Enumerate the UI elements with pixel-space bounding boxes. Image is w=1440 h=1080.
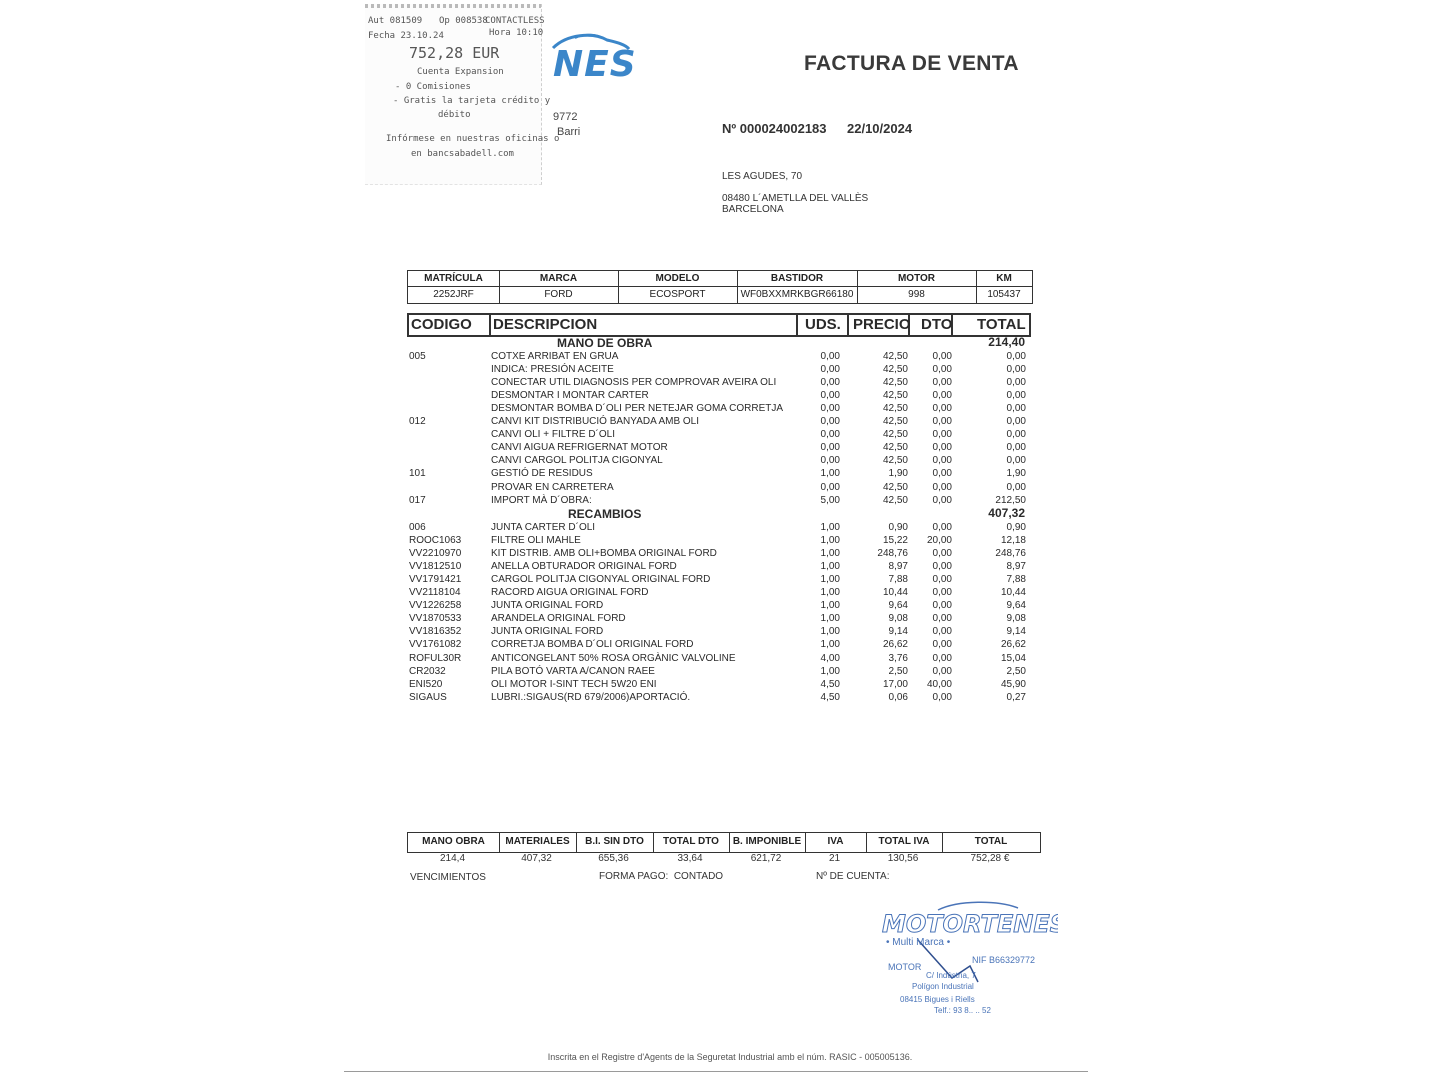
- vehicle-header: MARCA: [539, 273, 578, 284]
- item-description: CANVI AIGUA REFRIGERNAT MOTOR: [491, 442, 668, 454]
- item-discount: 20,00: [926, 535, 952, 547]
- item-price: 42,50: [882, 377, 908, 389]
- item-discount: 0,00: [932, 587, 952, 599]
- stamp-nif: NIF B66329772: [972, 955, 1036, 965]
- item-discount: 0,00: [932, 665, 952, 677]
- vehicle-brand: FORD: [544, 289, 573, 300]
- receipt-line: - 0 Comisiones: [395, 82, 471, 92]
- item-description: DESMONTAR BOMBA D´OLI PER NETEJAR GOMA CORRETJA: [491, 403, 784, 415]
- totals-materials-value: 407,32: [521, 853, 552, 864]
- item-discount: 0,00: [932, 351, 952, 362]
- vehicle-plate: 2252JRF: [433, 289, 474, 300]
- item-total: 0,00: [1006, 416, 1026, 428]
- item-units: 1,00: [820, 626, 840, 638]
- item-discount: 0,00: [932, 416, 952, 428]
- company-logo-text: NES: [553, 44, 637, 85]
- item-units: 1,00: [820, 665, 840, 677]
- item-units: 0,00: [820, 351, 840, 362]
- item-units: 4,50: [820, 678, 840, 690]
- item-description: PILA BOTÓ VARTA A/CANON RAEE: [491, 665, 655, 677]
- item-description: GESTIÓ DE RESIDUS: [491, 468, 593, 480]
- item-price: 42,50: [882, 416, 908, 428]
- table-row: [0, 600, 1440, 613]
- stamp-line: C/ Indústria, 7: [926, 971, 976, 980]
- totals-header: B.I. SIN DTO: [585, 836, 644, 847]
- totals-grand-total-value: 752,28 €: [970, 853, 1010, 864]
- item-total: 0,00: [1006, 481, 1026, 493]
- item-price: 42,50: [882, 390, 908, 402]
- item-total: 15,04: [1000, 652, 1026, 664]
- stamp-subtitle: • Multi Marca •: [886, 937, 951, 948]
- item-discount: 0,00: [932, 481, 952, 493]
- item-discount: 0,00: [932, 364, 952, 376]
- item-discount: 0,00: [932, 652, 952, 664]
- item-code: 017: [409, 494, 426, 506]
- item-units: 1,00: [820, 468, 840, 480]
- company-address-fragment: 9772: [553, 111, 578, 123]
- column-header-price: PRECIO: [853, 316, 911, 333]
- invoice-date: 22/10/2024: [847, 121, 913, 136]
- item-discount: 0,00: [932, 403, 952, 415]
- item-description: RACORD AIGUA ORIGINAL FORD: [491, 587, 649, 599]
- receipt-line: en bancsabadell.com: [411, 149, 514, 159]
- item-price: 42,50: [882, 364, 908, 376]
- vehicle-km: 105437: [987, 289, 1021, 300]
- item-description: JUNTA ORIGINAL FORD: [491, 600, 604, 612]
- table-row: [0, 455, 1440, 468]
- table-row: [0, 692, 1440, 705]
- item-discount: 0,00: [932, 468, 952, 480]
- item-discount: 0,00: [932, 613, 952, 625]
- item-total: 9,64: [1006, 600, 1026, 612]
- item-units: 0,00: [820, 403, 840, 415]
- totals-labour-value: 214,4: [439, 853, 466, 864]
- table-row: [0, 626, 1440, 639]
- section-title-labour: MANO DE OBRA: [557, 336, 653, 350]
- item-price: 9,14: [888, 626, 908, 638]
- item-units: 0,00: [820, 429, 840, 441]
- customer-city: 08480 L´AMETLLA DEL VALLÈS: [722, 193, 869, 204]
- item-units: 5,00: [820, 494, 840, 506]
- section-total-parts: 407,32: [988, 506, 1025, 520]
- account-number-label: Nº DE CUENTA:: [816, 871, 890, 882]
- item-price: 17,00: [882, 678, 908, 690]
- item-discount: 0,00: [932, 639, 952, 651]
- item-units: 0,00: [820, 364, 840, 376]
- item-description: JUNTA ORIGINAL FORD: [491, 626, 604, 638]
- item-description: CANVI OLI + FILTRE D´OLI: [491, 429, 616, 441]
- item-total: 0,27: [1006, 691, 1026, 703]
- receipt-date: Fecha 23.10.24: [368, 31, 444, 41]
- item-code: ROOC1063: [409, 535, 462, 547]
- item-price: 42,50: [882, 442, 908, 454]
- column-header-total: TOTAL: [977, 316, 1026, 333]
- item-price: 26,62: [882, 639, 908, 651]
- items-table-header: [407, 313, 1031, 337]
- totals-discount-value: 33,64: [677, 853, 703, 864]
- table-row: [0, 613, 1440, 626]
- item-price: 8,97: [888, 561, 908, 573]
- item-code: 005: [409, 351, 426, 362]
- totals-vat-amount-value: 130,56: [887, 853, 919, 864]
- item-description: DESMONTAR I MONTAR CARTER: [491, 390, 649, 402]
- item-discount: 0,00: [932, 691, 952, 703]
- item-discount: 0,00: [932, 626, 952, 638]
- item-description: CORRETJA BOMBA D´OLI ORIGINAL FORD: [491, 639, 694, 651]
- vehicle-model: ECOSPORT: [649, 289, 706, 300]
- item-price: 42,50: [882, 351, 908, 362]
- document-title: FACTURA DE VENTA: [804, 52, 1019, 75]
- item-code: VV2210970: [409, 548, 462, 560]
- receipt-mode: CONTACTLESS: [485, 16, 545, 26]
- table-row: [0, 548, 1440, 561]
- item-total: 1,90: [1006, 468, 1026, 480]
- table-row: [0, 666, 1440, 679]
- item-total: 0,00: [1006, 351, 1026, 362]
- item-total: 0,90: [1006, 522, 1026, 533]
- totals-header: TOTAL DTO: [663, 836, 719, 847]
- item-units: 0,00: [820, 390, 840, 402]
- table-row: [0, 429, 1440, 442]
- item-units: 4,50: [820, 691, 840, 703]
- totals-base-no-discount-value: 655,36: [598, 853, 629, 864]
- item-price: 2,50: [888, 665, 908, 677]
- item-description: CANVI CARGOL POLITJA CIGONYAL: [491, 455, 663, 467]
- item-price: 42,50: [882, 455, 908, 467]
- item-discount: 0,00: [932, 600, 952, 612]
- totals-header: MANO OBRA: [422, 836, 485, 847]
- item-units: 1,00: [820, 587, 840, 599]
- stamp-name: MOTORTENES: [882, 910, 1058, 938]
- table-row: [0, 403, 1440, 416]
- item-code: VV1812510: [409, 561, 462, 573]
- item-discount: 0,00: [932, 561, 952, 573]
- item-code: 006: [409, 522, 426, 533]
- item-description: CARGOL POLITJA CIGONYAL ORIGINAL FORD: [491, 574, 711, 586]
- table-row: [0, 377, 1440, 390]
- item-total: 212,50: [995, 494, 1026, 506]
- item-description: ARANDELA ORIGINAL FORD: [491, 613, 626, 625]
- stamp-line: 08415 Bigues i Riells: [900, 995, 975, 1004]
- item-total: 7,88: [1006, 574, 1026, 586]
- item-total: 0,00: [1006, 364, 1026, 376]
- item-code: VV1226258: [409, 600, 462, 612]
- customer-street: LES AGUDES, 70: [722, 171, 803, 182]
- item-description: ANTICONGELANT 50% ROSA ORGÀNIC VALVOLINE: [491, 652, 736, 664]
- vehicle-header: MODELO: [655, 273, 700, 284]
- table-row: [0, 482, 1440, 495]
- item-total: 8,97: [1006, 561, 1026, 573]
- table-row: [0, 679, 1440, 692]
- item-description: OLI MOTOR I-SINT TECH 5W20 ENI: [491, 678, 657, 690]
- item-units: 0,00: [820, 377, 840, 389]
- item-price: 0,06: [888, 691, 908, 703]
- vehicle-header: BASTIDOR: [770, 273, 824, 284]
- item-total: 26,62: [1000, 639, 1026, 651]
- totals-header: MATERIALES: [505, 836, 570, 847]
- item-discount: 0,00: [932, 574, 952, 586]
- column-header-discount: DTO: [921, 316, 953, 333]
- item-code: 012: [409, 416, 426, 428]
- receipt-line: Cuenta Expansion: [417, 67, 504, 77]
- item-total: 248,76: [995, 548, 1026, 560]
- item-price: 15,22: [882, 535, 908, 547]
- table-row: [0, 561, 1440, 574]
- vehicle-table: [407, 270, 1033, 304]
- item-price: 0,90: [888, 522, 908, 533]
- item-units: 0,00: [820, 442, 840, 454]
- item-discount: 0,00: [932, 548, 952, 560]
- item-description: JUNTA CARTER D´OLI: [491, 522, 596, 533]
- item-units: 1,00: [820, 574, 840, 586]
- item-total: 12,18: [1000, 535, 1026, 547]
- item-code: ROFUL30R: [409, 652, 462, 664]
- totals-header: TOTAL: [974, 836, 1008, 847]
- item-discount: 0,00: [932, 390, 952, 402]
- item-price: 42,50: [882, 481, 908, 493]
- receipt-time: Hora 10:10: [489, 28, 544, 38]
- table-row: [0, 390, 1440, 403]
- item-units: 1,00: [820, 613, 840, 625]
- item-code: CR2032: [409, 665, 446, 677]
- table-row: [0, 574, 1440, 587]
- table-row: [0, 468, 1440, 481]
- item-units: 1,00: [820, 639, 840, 651]
- item-code: VV2118104: [409, 587, 461, 599]
- item-discount: 0,00: [932, 442, 952, 454]
- item-total: 2,50: [1006, 665, 1026, 677]
- payment-method: FORMA PAGO: CONTADO: [599, 871, 724, 882]
- table-row: [0, 522, 1440, 535]
- vehicle-header: KM: [996, 273, 1012, 284]
- item-description: ANELLA OBTURADOR ORIGINAL FORD: [491, 561, 677, 573]
- item-price: 248,76: [877, 548, 908, 560]
- table-row: [0, 442, 1440, 455]
- totals-header: TOTAL IVA: [878, 836, 930, 847]
- item-price: 10,44: [882, 587, 908, 599]
- item-price: 9,08: [888, 613, 908, 625]
- item-code: VV1870533: [409, 613, 462, 625]
- item-units: 1,00: [820, 600, 840, 612]
- payment-receipt: [365, 4, 560, 185]
- item-total: 9,08: [1006, 613, 1026, 625]
- company-stamp: [878, 896, 1058, 1020]
- item-price: 1,90: [888, 468, 908, 480]
- item-code: VV1816352: [409, 626, 462, 638]
- totals-taxable-base-value: 621,72: [750, 853, 782, 864]
- item-discount: 40,00: [926, 678, 952, 690]
- table-row: [0, 364, 1440, 377]
- table-row: [0, 639, 1440, 652]
- page-bottom-rule: [344, 1071, 1088, 1072]
- table-row: [0, 495, 1440, 508]
- item-units: 1,00: [820, 548, 840, 560]
- item-total: 10,44: [1000, 587, 1026, 599]
- vehicle-header: MATRÍCULA: [424, 273, 483, 284]
- item-description: CANVI KIT DISTRIBUCIÓ BANYADA AMB OLI: [491, 416, 700, 428]
- item-units: 1,00: [820, 522, 840, 533]
- company-address-fragment: Barri: [557, 126, 581, 138]
- receipt-op: Op 008538: [439, 16, 488, 26]
- item-units: 0,00: [820, 481, 840, 493]
- item-total: 0,00: [1006, 403, 1026, 415]
- item-total: 0,00: [1006, 455, 1026, 467]
- registry-notice: Inscrita en el Registre d'Agents de la Seguretat Industrial amb el núm. RASIC - 005005136.: [547, 1052, 913, 1062]
- item-price: 9,64: [888, 600, 908, 612]
- section-title-parts: RECAMBIOS: [568, 507, 642, 521]
- column-header-description: DESCRIPCION: [493, 316, 598, 333]
- item-code: SIGAUS: [409, 691, 447, 703]
- customer-province: BARCELONA: [722, 204, 784, 215]
- invoice-number: Nº 000024002183: [722, 121, 827, 136]
- item-units: 0,00: [820, 416, 840, 428]
- totals-table: [407, 832, 1041, 853]
- stamp-line: MOTOR: [888, 962, 922, 972]
- vehicle-header: MOTOR: [897, 273, 936, 284]
- receipt-auth: Aut 081509: [368, 16, 423, 26]
- stamp-line: Polígon Industrial: [912, 982, 974, 991]
- item-code: VV1761082: [409, 639, 462, 651]
- table-row: [0, 351, 1440, 364]
- totals-header: B. IMPONIBLE: [732, 836, 802, 847]
- item-units: 1,00: [820, 561, 840, 573]
- column-header-code: CODIGO: [411, 316, 472, 333]
- item-code: ENI520: [409, 678, 443, 690]
- item-price: 3,76: [888, 652, 908, 664]
- item-description: COTXE ARRIBAT EN GRUA: [491, 351, 619, 362]
- receipt-amount: 752,28 EUR: [409, 44, 500, 62]
- receipt-line: - Gratis la tarjeta crédito y: [393, 96, 551, 106]
- item-code: 101: [409, 468, 426, 480]
- totals-header: IVA: [827, 836, 844, 847]
- item-discount: 0,00: [932, 522, 952, 533]
- item-total: 0,00: [1006, 377, 1026, 389]
- vehicle-vin: WF0BXXMRKBGR66180: [740, 289, 854, 300]
- item-discount: 0,00: [932, 377, 952, 389]
- item-discount: 0,00: [932, 494, 952, 506]
- item-price: 42,50: [882, 403, 908, 415]
- column-header-units: UDS.: [805, 316, 841, 333]
- item-description: KIT DISTRIB. AMB OLI+BOMBA ORIGINAL FORD: [491, 548, 717, 560]
- table-row: [0, 416, 1440, 429]
- item-units: 1,00: [820, 535, 840, 547]
- receipt-line: Infórmese en nuestras oficinas o: [386, 134, 560, 144]
- item-description: INDICA: PRESIÓN ACEITE: [491, 364, 614, 376]
- item-description: PROVAR EN CARRETERA: [491, 481, 614, 493]
- table-row: [0, 535, 1440, 548]
- item-price: 42,50: [882, 429, 908, 441]
- item-discount: 0,00: [932, 429, 952, 441]
- item-description: CONECTAR UTIL DIAGNOSIS PER COMPROVAR AVEIRA OLI: [491, 377, 777, 389]
- due-dates-label: VENCIMIENTOS: [410, 872, 486, 883]
- item-total: 45,90: [1000, 678, 1026, 690]
- item-total: 0,00: [1006, 390, 1026, 402]
- item-discount: 0,00: [932, 455, 952, 467]
- receipt-torn-edge: [365, 4, 541, 8]
- table-row: [0, 587, 1440, 600]
- item-total: 9,14: [1006, 626, 1026, 638]
- stamp-line: Telf.: 93 8.. .. 52: [934, 1006, 991, 1015]
- item-code: VV1791421: [409, 574, 462, 586]
- table-row: [0, 653, 1440, 666]
- receipt-line: débito: [438, 110, 471, 120]
- item-total: 0,00: [1006, 442, 1026, 454]
- item-total: 0,00: [1006, 429, 1026, 441]
- totals-vat-rate-value: 21: [828, 853, 841, 864]
- item-description: LUBRI.:SIGAUS(RD 679/2006)APORTACIÓ.: [491, 691, 691, 703]
- item-units: 0,00: [820, 455, 840, 467]
- vehicle-engine: 998: [908, 289, 925, 300]
- item-price: 42,50: [882, 494, 908, 506]
- item-units: 4,00: [820, 652, 840, 664]
- item-description: FILTRE OLI MAHLE: [491, 535, 581, 547]
- section-total-labour: 214,40: [988, 335, 1025, 349]
- item-price: 7,88: [888, 574, 908, 586]
- item-description: IMPORT MÀ D´OBRA:: [491, 494, 592, 506]
